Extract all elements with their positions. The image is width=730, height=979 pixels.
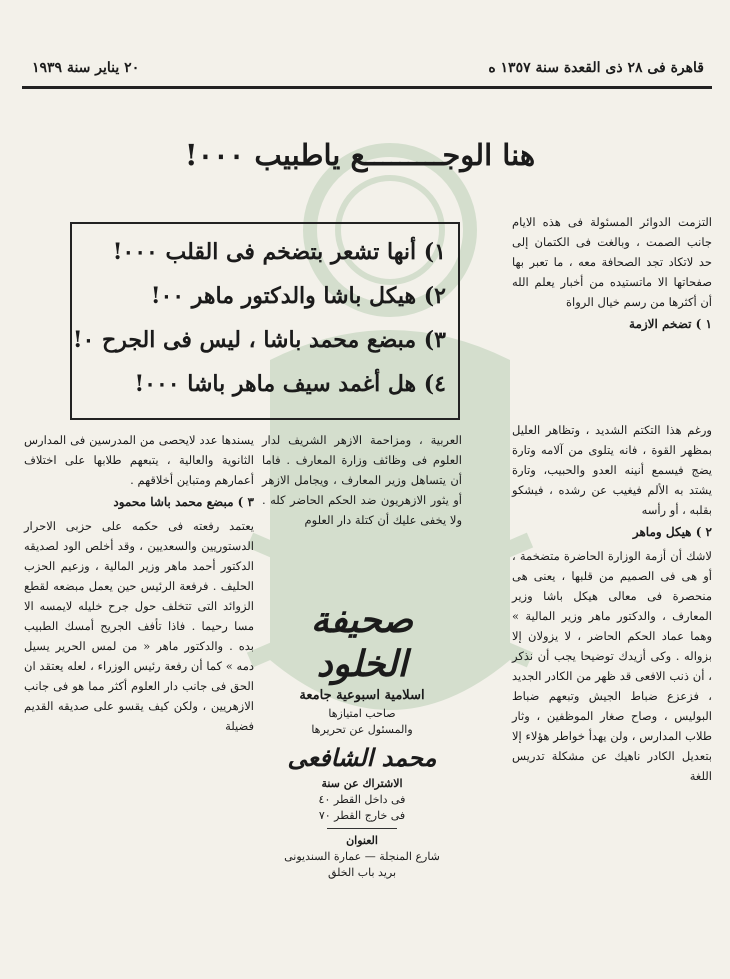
subscription-title: الاشتراك عن سنة <box>321 777 403 790</box>
owner-name: محمد الشافعى <box>287 743 437 772</box>
divider <box>327 828 397 829</box>
subscription-outside: فى خارج القطر ٧٠ <box>318 809 406 822</box>
gregorian-date: ٢٠ يناير سنة ١٩٣٩ <box>32 60 140 76</box>
headline: هنا الوجـــــــــع ياطبيب ٠٠٠! <box>184 138 536 172</box>
paragraph: ورغم هذا التكتم الشديد ، وتظاهر العليل بمظهر القوة ، فانه يتلوى من آلامه وتارة يضج فيسمع أنينه العدو والحبيب، وتارة يشتد به الألم فيغيب عن رشده ، فيشكو بقلبه ، أو رأسه <box>512 423 712 517</box>
page-header <box>22 56 712 86</box>
owner-label: صاحب امتيازها <box>328 707 396 720</box>
masthead <box>262 598 462 881</box>
paragraph: التزمت الدوائر المسئولة فى هذه الايام جانب الصمت ، وبالغت فى الكتمان إلى حد لاتكاد تجد الصحافة معه ، ما تعبر بها صفحاتها الا ماتستيده من أخبار يعلم الله أن أكثرها من رسم خيال الرواة <box>512 215 712 309</box>
article-column-middle <box>262 430 462 530</box>
paragraph: يعتمد رفعته فى حكمه على حزبى الاحرار الدستوريين والسعديين ، وقد أخلص الود لصديقه الدكتور أحمد ماهر وزير المالية ، وزعيم الحزب الحليف . فرفعة الرئيس حين يعمل مبضعه لقطع الزوائد التى تتخلف حول جرح خليله لايمسه الا مسا رحيما . فاذا تأفف الجريح أمسك الطبيب بده . والدكتور ماهر « من لمس الحرير يسيل دمه » كما أن رفعة رئيس الوزراء ، لعله يعتقد ان الحق فى جانب دار العلوم أكثر مما هو فى جانب الازهريين ، ولكن كيف يقسو على صديقه القديم فضيلة <box>24 519 254 733</box>
masthead-title: صحيفة الخلود <box>310 599 414 685</box>
address-title: العنوان <box>346 834 378 847</box>
address-line-2: بريد باب الخلق <box>327 866 397 879</box>
summary-line-2: ٢) هيكل باشا والدكتور ماهر ٠٠! <box>150 283 446 309</box>
hijri-date: قاهرة فى ٢٨ ذى القعدة سنة ١٣٥٧ ه <box>488 60 704 76</box>
subheading: ١ ) تضخم الازمة <box>629 317 712 331</box>
article-column-left <box>24 430 254 736</box>
address-line-1: شارع المنجلة — عمارة السنديونى <box>284 850 440 863</box>
summary-line-3: ٣) مبضع محمد باشا ، ليس فى الجرح ٠! <box>72 327 446 353</box>
paragraph: يسندها عدد لايحصى من المدرسين فى المدارس الثانوية والعالية ، يتبعهم طلابها على اختلاف أعمارهم ومتباين أخلاقهم . <box>24 433 254 487</box>
masthead-subtitle: اسلامية اسبوعية جامعة <box>299 688 425 703</box>
subheading: ٢ ) هيكل وماهر <box>632 525 712 539</box>
summary-line-4: ٤) هل أغمد سيف ماهر باشا ٠٠٠! <box>134 371 446 397</box>
article-column-right-lower <box>512 420 712 786</box>
subheading: ٣ ) مبضع محمد باشا محمود <box>113 495 254 509</box>
subscription-inside: فى داخل القطر ٤٠ <box>318 793 406 806</box>
paragraph: العربية ، ومزاحمة الازهر الشريف لدار العلوم فى وظائف وزارة المعارف . فاما أن يتساهل وزير المعارف ، ويجامل الازهر أو يثور الازهريون ضد الحكم الحاضر كله . ولا يخفى عليك أن كتلة دار العلوم <box>262 433 462 527</box>
summary-line-1: ١) أنها تشعر بتضخم فى القلب ٠٠٠! <box>112 239 446 265</box>
header-rule <box>22 86 712 89</box>
summary-box <box>70 222 460 420</box>
editor-label: والمسئول عن تحريرها <box>311 723 413 736</box>
paragraph: لاشك أن أزمة الوزارة الحاضرة متضخمة ، أو هى فى الصميم من قلبها ، يعنى هى منحصرة فى معالى هيكل باشا وزير المعارف ، والدكتور ماهر وزير المالية » وهما عماد الحكم الحاضر ، لا يزولان إلا بزواله . وكى أزيدك توضيحا يجب أن نذكر ، أن ذنب الافعى قد ظهر من الكادر الجديد ، فزعزع ضباط الجيش وتبعهم ضباط البوليس ، وصاح صغار الموظفين ، وثار طلاب المدارس ، ولن يهدأ خواطر هؤلاء إلا بتعديل الكادر ناهيك عن مشكلة تدريس اللغة <box>512 549 712 783</box>
article-column-right <box>512 212 712 338</box>
